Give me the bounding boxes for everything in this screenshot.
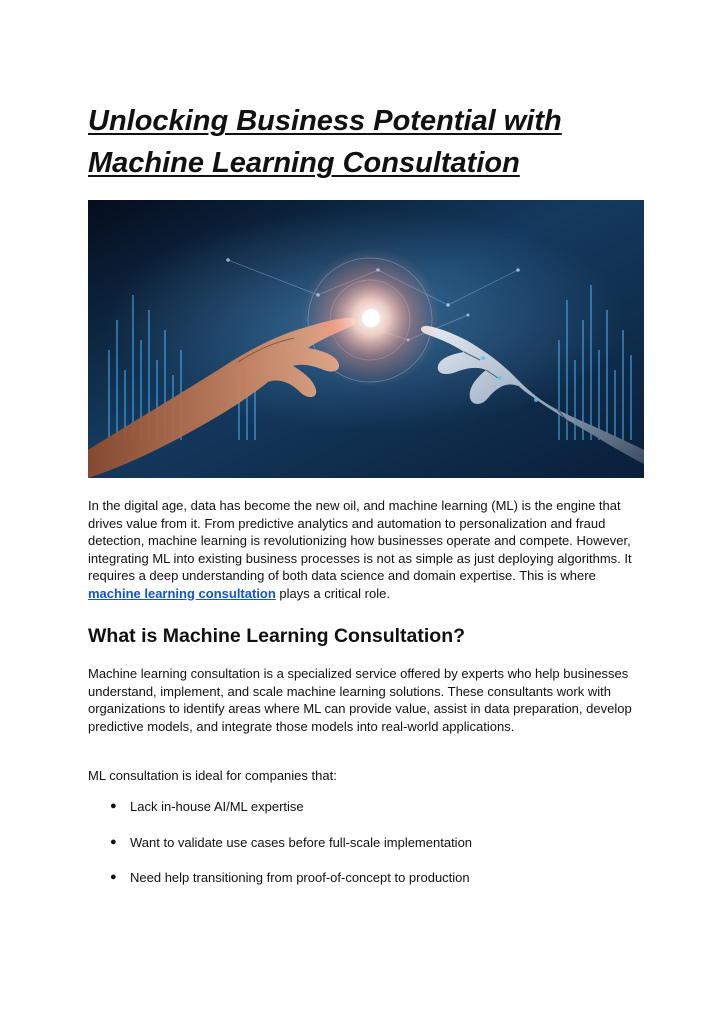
list-item-text: Want to validate use cases before full-scale implementation <box>130 834 473 850</box>
list-item-text: Lack in-house AI/ML expertise <box>130 799 304 814</box>
bullet-list <box>88 798 638 905</box>
intro-text-before: In the digital age, data has become the new oil, and machine learning (ML) is the engine that drives value from it. From predictive analytics and automation to personalization and fraud detection, machine learning is revolutionizing how businesses operate and compete. However, integrating ML into existing business processes is not as simple as just deploying algorithms. It requires a deep understanding of both data science and domain expertise. This is where <box>88 498 632 583</box>
list-intro: ML consultation is ideal for companies that: <box>88 768 337 783</box>
ai-hand-image <box>88 200 644 478</box>
section-paragraph: Machine learning consultation is a specialized service offered by experts who help businesses understand, implement, and scale machine learning solutions. These consultants work with organizations to identify areas where ML can provide value, assist in data preparation, develop predictive models, and integrate those models into real-world applications. <box>88 666 632 734</box>
intro-paragraph <box>88 497 638 602</box>
bullet-icon: ● <box>110 835 117 848</box>
ml-consultation-link[interactable]: machine learning consultation <box>88 585 276 601</box>
intro-text-after: plays a critical role. <box>275 585 390 601</box>
bullet-icon: ● <box>110 871 117 883</box>
list-item <box>88 798 638 834</box>
list-item <box>88 834 638 870</box>
list-item-text: Need help transitioning from proof-of-concept to production <box>130 870 470 885</box>
hero-image <box>88 200 644 478</box>
section-heading: What is Machine Learning Consultation? <box>88 625 466 647</box>
bullet-icon: ● <box>110 800 117 812</box>
document-title: Unlocking Business Potential with Machine Learning Consultation <box>88 105 562 179</box>
list-item <box>88 869 638 905</box>
